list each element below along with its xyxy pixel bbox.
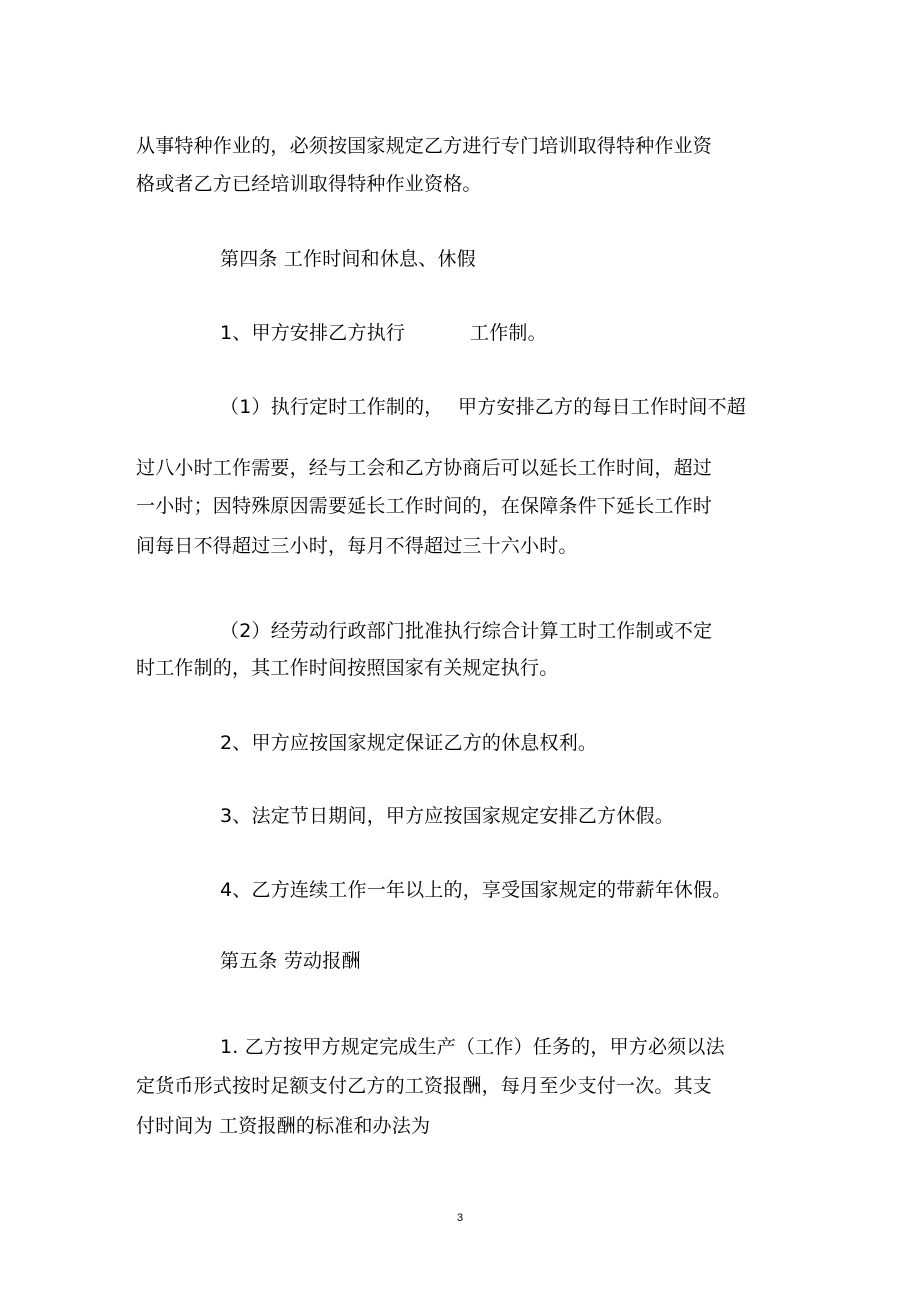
section-heading: 第四条 工作时间和休息、休假 xyxy=(220,248,476,270)
clause-line: 甲方安排乙方的每日工作时间不超 xyxy=(458,396,747,418)
paragraph-line: 从事特种作业的，必须按国家规定乙方进行专门培训取得特种作业资 xyxy=(136,135,713,157)
clause-line: （2）经劳动行政部门批准执行综合计算工时工作制或不定 xyxy=(220,620,713,642)
paragraph-line: 付时间为 工资报酬的标准和办法为 xyxy=(136,1115,431,1137)
clause-line: 4、乙方连续工作一年以上的，享受国家规定的带薪年休假。 xyxy=(220,879,732,901)
paragraph-line: 过八小时工作需要，经与工会和乙方协商后可以延长工作时间，超过 xyxy=(136,457,713,479)
clause-line: 1、甲方安排乙方执行 xyxy=(220,322,406,344)
clause-line: 2、甲方应按国家规定保证乙方的休息权利。 xyxy=(220,732,598,754)
section-heading: 第五条 劳动报酬 xyxy=(220,950,361,972)
clause-line: 3、法定节日期间，甲方应按国家规定安排乙方休假。 xyxy=(220,805,674,827)
clause-line: （1）执行定时工作制的， xyxy=(220,396,444,418)
paragraph-line: 一小时；因特殊原因需要延长工作时间的，在保障条件下延长工作时 xyxy=(136,495,713,517)
paragraph-line: 格或者乙方已经培训取得特种作业资格。 xyxy=(136,173,482,195)
paragraph-line: 时工作制的，其工作时间按照国家有关规定执行。 xyxy=(136,657,559,679)
clause-line: 工作制。 xyxy=(470,322,547,344)
paragraph-line: 定货币形式按时足额支付乙方的工资报酬，每月至少支付一次。其支 xyxy=(136,1075,713,1097)
clause-line: 1. 乙方按甲方规定完成生产（工作）任务的，甲方必须以法 xyxy=(220,1036,725,1058)
page-number: 3 xyxy=(456,1212,464,1224)
paragraph-line: 间每日不得超过三小时，每月不得超过三十六小时。 xyxy=(136,535,578,557)
